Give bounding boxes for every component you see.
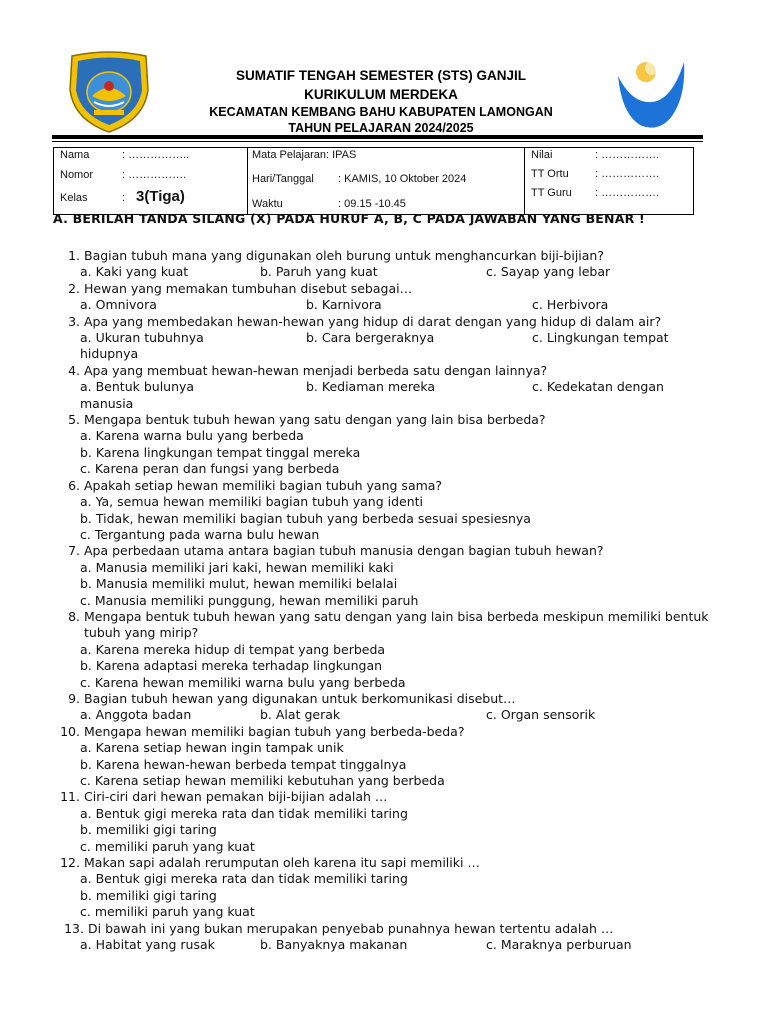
option-b[interactable]: b. Manusia memiliki mulut, hewan memiliki belalai — [80, 576, 398, 592]
question-item — [60, 281, 720, 314]
question-item — [60, 921, 720, 954]
option-a[interactable]: a. Omnivora — [80, 297, 157, 313]
option-a[interactable]: a. Manusia memiliki jari kaki, hewan memiliki kaki — [80, 559, 394, 575]
score-label: Nilai — [531, 149, 553, 161]
time-value: : 09.15 -10.45 — [338, 198, 406, 210]
question-item — [60, 691, 720, 724]
number-line — [60, 169, 186, 181]
option-b[interactable]: b. Kediaman mereka — [306, 379, 436, 395]
document-header — [150, 66, 612, 136]
header-divider — [52, 135, 703, 139]
option-a[interactable]: a. Ukuran tubuhnya — [80, 330, 204, 346]
option-b[interactable]: b. Alat gerak — [260, 707, 341, 723]
option-b[interactable]: b. Paruh yang kuat — [260, 264, 378, 280]
option-a[interactable]: a. Ya, semua hewan memiliki bagian tubuh yang identi — [80, 494, 424, 510]
number-label: Nomor — [60, 169, 94, 181]
option-b[interactable]: b. memiliki gigi taring — [80, 822, 217, 838]
question-text: Bagian tubuh mana yang digunakan oleh burung untuk menghancurkan biji-bijian? — [84, 248, 604, 263]
option-c[interactable]: c. Organ sensorik — [486, 707, 596, 723]
question-item — [60, 543, 720, 609]
option-b[interactable]: b. Cara bergeraknya — [306, 330, 435, 346]
question-number: 11. — [60, 789, 80, 805]
subject-line: Mata Pelajaran: IPAS — [252, 149, 357, 161]
question-item — [60, 412, 720, 478]
class-colon: : — [122, 192, 126, 204]
option-c[interactable]: c. Kedekatan dengan — [532, 379, 664, 395]
option-c-continued: manusia — [80, 395, 134, 411]
question-item — [60, 855, 720, 921]
question-number: 3. — [68, 313, 80, 329]
number-value[interactable]: : ……………. — [122, 169, 187, 181]
option-a[interactable]: a. Bentuk gigi mereka rata dan tidak memiliki taring — [80, 805, 408, 821]
option-b[interactable]: b. Tidak, hewan memiliki bagian tubuh yang berbeda sesuai spesiesnya — [80, 510, 531, 526]
question-text: Mengapa bentuk tubuh hewan yang satu dengan yang lain bisa berbeda meskipun memiliki bentuk tubuh yang mirip? — [84, 608, 709, 641]
name-value[interactable]: : …………….. — [122, 149, 190, 161]
question-number: 7. — [68, 543, 80, 559]
score-value[interactable]: : ……………. — [595, 149, 660, 161]
question-number: 6. — [68, 477, 80, 493]
question-text: Apa perbedaan utama antara bagian tubuh manusia dengan bagian tubuh hewan? — [84, 543, 604, 559]
question-item — [60, 609, 720, 691]
parent-sign-value[interactable]: : ……………. — [595, 168, 660, 180]
question-text: Hewan yang memakan tumbuhan disebut sebagai… — [84, 280, 413, 296]
option-a[interactable]: a. Kaki yang kuat — [80, 264, 189, 280]
student-info-table — [53, 147, 694, 215]
option-c[interactable]: c. Maraknya perburuan — [486, 937, 632, 953]
question-text: Apakah setiap hewan memiliki bagian tubuh yang sama? — [84, 477, 443, 493]
regency-emblem-logo — [64, 50, 154, 134]
teacher-sign-line — [531, 187, 659, 199]
name-label: Nama — [60, 149, 90, 161]
date-label: Hari/Tanggal — [252, 173, 314, 185]
header-year: TAHUN PELAJARAN 2024/2025 — [288, 121, 474, 135]
question-text: Apa yang membedakan hewan-hewan yang hidup di darat dengan yang hidup di dalam air? — [84, 313, 662, 329]
name-line — [60, 149, 189, 161]
option-c[interactable]: c. Manusia memiliki punggung, hewan memiliki paruh — [80, 592, 419, 608]
question-number: 2. — [68, 280, 80, 296]
option-c[interactable]: c. Karena peran dan fungsi yang berbeda — [80, 461, 340, 477]
score-line — [531, 149, 659, 161]
option-c[interactable]: c. Lingkungan tempat — [532, 330, 669, 346]
header-curriculum: KURIKULUM MERDEKA — [304, 87, 458, 102]
option-c-continued: hidupnya — [80, 346, 139, 362]
section-instruction: A. BERILAH TANDA SILANG (X) PADA HURUF A, B, C PADA JAWABAN YANG BENAR ! — [53, 211, 645, 226]
question-item — [60, 314, 720, 363]
class-line — [60, 188, 185, 205]
option-c[interactable]: c. Karena setiap hewan memiliki kebutuhan yang berbeda — [80, 773, 445, 788]
option-a[interactable]: a. Anggota badan — [80, 707, 192, 723]
date-value: : KAMIS, 10 Oktober 2024 — [338, 173, 467, 185]
option-b[interactable]: b. memiliki gigi taring — [80, 887, 217, 903]
question-number: 10. — [60, 723, 80, 739]
question-item — [60, 248, 720, 281]
question-number: 12. — [60, 855, 80, 871]
question-item — [60, 478, 720, 544]
option-c[interactable]: c. memiliki paruh yang kuat — [80, 838, 255, 854]
option-c[interactable]: c. Sayap yang lebar — [486, 264, 611, 280]
question-number: 1. — [68, 248, 80, 263]
question-number: 5. — [68, 412, 80, 428]
question-number: 13. — [64, 920, 84, 936]
question-text: Bagian tubuh hewan yang digunakan untuk berkomunikasi disebut… — [84, 690, 516, 706]
kurikulum-merdeka-logo — [612, 56, 690, 132]
question-item — [60, 724, 720, 790]
question-text: Di bawah ini yang bukan merupakan penyebab punahnya hewan tertentu adalah … — [88, 920, 614, 936]
question-text: Apa yang membuat hewan-hewan menjadi berbeda satu dengan lainnya? — [84, 362, 548, 378]
option-a[interactable]: a. Karena setiap hewan ingin tampak unik — [80, 740, 344, 756]
option-a[interactable]: a. Karena mereka hidup di tempat yang berbeda — [80, 641, 386, 657]
option-b[interactable]: b. Banyaknya makanan — [260, 937, 408, 953]
question-item — [60, 363, 720, 412]
time-line — [252, 198, 406, 210]
parent-sign-label: TT Ortu — [531, 168, 569, 180]
option-b[interactable]: b. Karena lingkungan tempat tinggal mereka — [80, 444, 361, 460]
parent-sign-line — [531, 168, 659, 180]
question-number: 9. — [68, 690, 80, 706]
option-c[interactable]: c. Karena hewan memiliki warna bulu yang berbeda — [80, 674, 406, 690]
option-a[interactable]: a. Bentuk bulunya — [80, 379, 195, 395]
option-a[interactable]: a. Habitat yang rusak — [80, 937, 215, 953]
option-b[interactable]: b. Karena hewan-hewan berbeda tempat tinggalnya — [80, 756, 407, 772]
option-c[interactable]: c. Tergantung pada warna bulu hewan — [80, 526, 320, 542]
option-b[interactable]: b. Karnivora — [306, 297, 382, 313]
option-a[interactable]: a. Bentuk gigi mereka rata dan tidak memiliki taring — [80, 871, 408, 887]
option-a[interactable]: a. Karena warna bulu yang berbeda — [80, 428, 304, 444]
option-b[interactable]: b. Karena adaptasi mereka terhadap lingkungan — [80, 658, 383, 674]
header-divider-thin — [52, 141, 703, 142]
option-c[interactable]: c. memiliki paruh yang kuat — [80, 904, 255, 920]
option-c[interactable]: c. Herbivora — [532, 297, 609, 313]
teacher-sign-value[interactable]: : ……………. — [595, 187, 660, 199]
question-number: 4. — [68, 362, 80, 378]
question-number: 8. — [68, 608, 80, 624]
question-list — [60, 248, 720, 953]
question-item — [60, 789, 720, 855]
header-title: SUMATIF TENGAH SEMESTER (STS) GANJIL — [235, 68, 526, 83]
question-text: Mengapa hewan memiliki bagian tubuh yang berbeda-beda? — [84, 723, 465, 739]
class-value: 3(Tiga) — [136, 188, 185, 205]
teacher-sign-label: TT Guru — [531, 187, 572, 199]
time-label: Waktu — [252, 198, 283, 210]
question-text: Mengapa bentuk tubuh hewan yang satu dengan yang lain bisa berbeda? — [84, 412, 546, 428]
class-label: Kelas — [60, 192, 88, 204]
date-line — [252, 173, 466, 185]
question-text: Makan sapi adalah rerumputan oleh karena itu sapi memiliki … — [84, 855, 480, 871]
header-district: KECAMATAN KEMBANG BAHU KABUPATEN LAMONGAN — [209, 105, 553, 119]
question-text: Ciri-ciri dari hewan pemakan biji-bijian adalah … — [84, 789, 388, 805]
